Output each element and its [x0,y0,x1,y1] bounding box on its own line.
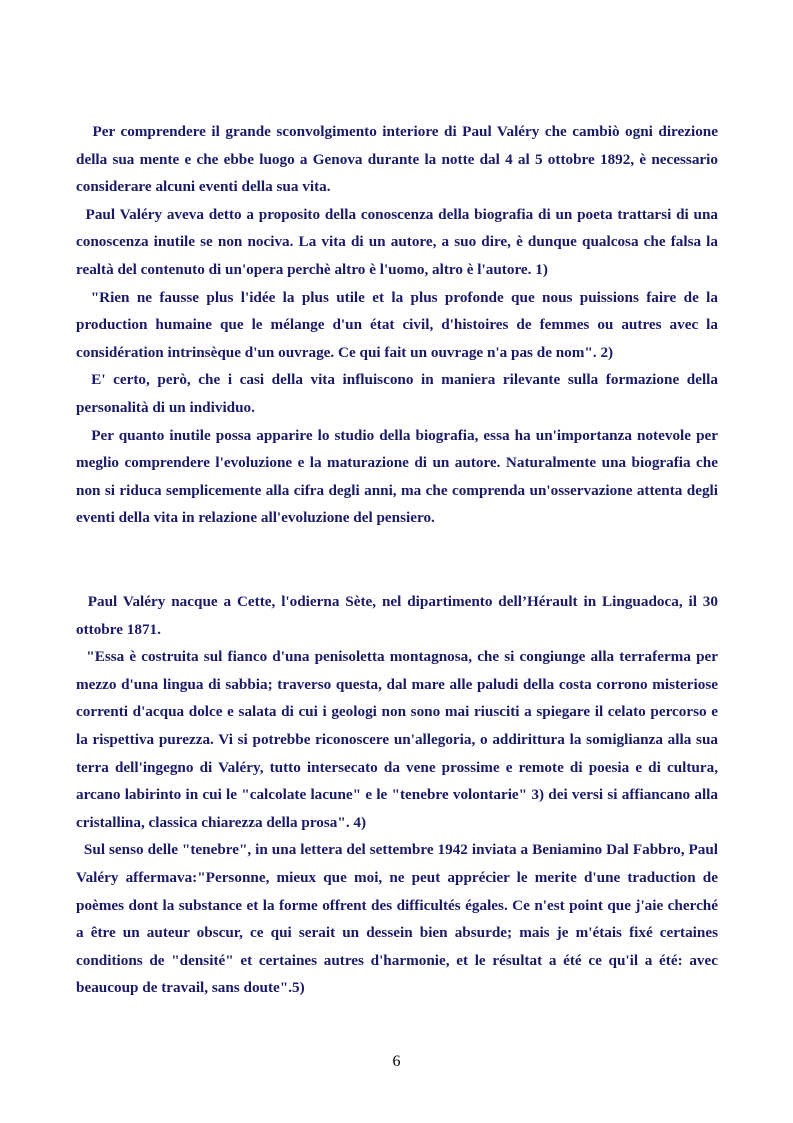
body-text-section-2 [76,588,718,1002]
paragraph: Per quanto inutile possa apparire lo studio della biografia, essa ha un'importanza notevole per meglio comprendere l'evoluzione e la maturazione di un autore. Naturalmente una biografia che non si riduca semplicemente alla cifra degli anni, ma che comprenda un'osservazione attenta degli eventi della vita in relazione all'evoluzione del pensiero. [76,426,718,527]
paragraph: E' certo, però, che i casi della vita influiscono in maniera rilevante sulla formazione della personalità di un individuo. [76,371,718,416]
paragraph: Sul senso delle "tenebre", in una lettera del settembre 1942 inviata a Beniamino Dal Fabbro, Paul Valéry affermava:"Personne, mieux que moi, ne peut apprécier le merite d'une traduction de poèmes dont la substance et la forme offrent des difficultés égales. Ce n'est point que j'aie cherché a être un auteur obscur, ce qui serait un dessein bien absurde; mais je m'étais fixé certaines conditions de "densité" et certaines autres d'harmonie, et le résultat a été ce qu'il a été: avec beaucoup de travail, sans doute".5) [76,841,718,997]
paragraph: Paul Valéry aveva detto a proposito della conoscenza della biografia di un poeta trattarsi di una conoscenza inutile se non nociva. La vita di un autore, a suo dire, è dunque qualcosa che falsa la realtà del contenuto di un'opera perchè altro è l'uomo, altro è l'autore. 1) [76,205,718,278]
paragraph: "Rien ne fausse plus l'idée la plus utile et la plus profonde que nous puissions faire de la production humaine que le mélange d'un état civil, d'histoires de femmes ou autres avec la considération intrinsèque d'un ouvrage. Ce qui fait un ouvrage n'a pas de nom". 2) [76,288,718,361]
paragraph: Paul Valéry nacque a Cette, l'odierna Sète, nel dipartimento dell’Hérault in Linguadoca, il 30 ottobre 1871. [76,593,718,638]
paragraph: Per comprendere il grande sconvolgimento interiore di Paul Valéry che cambiò ogni direzione della sua mente e che ebbe luogo a Genova durante la notte dal 4 al 5 ottobre 1892, è necessario considerare alcuni eventi della sua vita. [76,123,718,196]
body-text-section-1 [76,118,718,532]
page-number: 6 [392,1053,401,1070]
paragraph: "Essa è costruita sul fianco d'una penisoletta montagnosa, che si congiunge alla terraferma per mezzo d'una lingua di sabbia; traverso questa, dal mare alle paludi della costa corrono misteriose correnti d'acqua dolce e salata di cui i geologi non sono mai riusciti a spiegare il celato percorso e la rispettiva purezza. Vi si potrebbe riconoscere un'allegoria, o addirittura la somiglianza alla sua terra dell'ingegno di Valéry, tutto intersecato da vene prossime e remote di poesia e di cultura, arcano labirinto in cui le "calcolate lacune" e le "tenebre volontarie" 3) dei versi si affiancano alla cristallina, classica chiarezza della prosa". 4) [76,648,718,831]
